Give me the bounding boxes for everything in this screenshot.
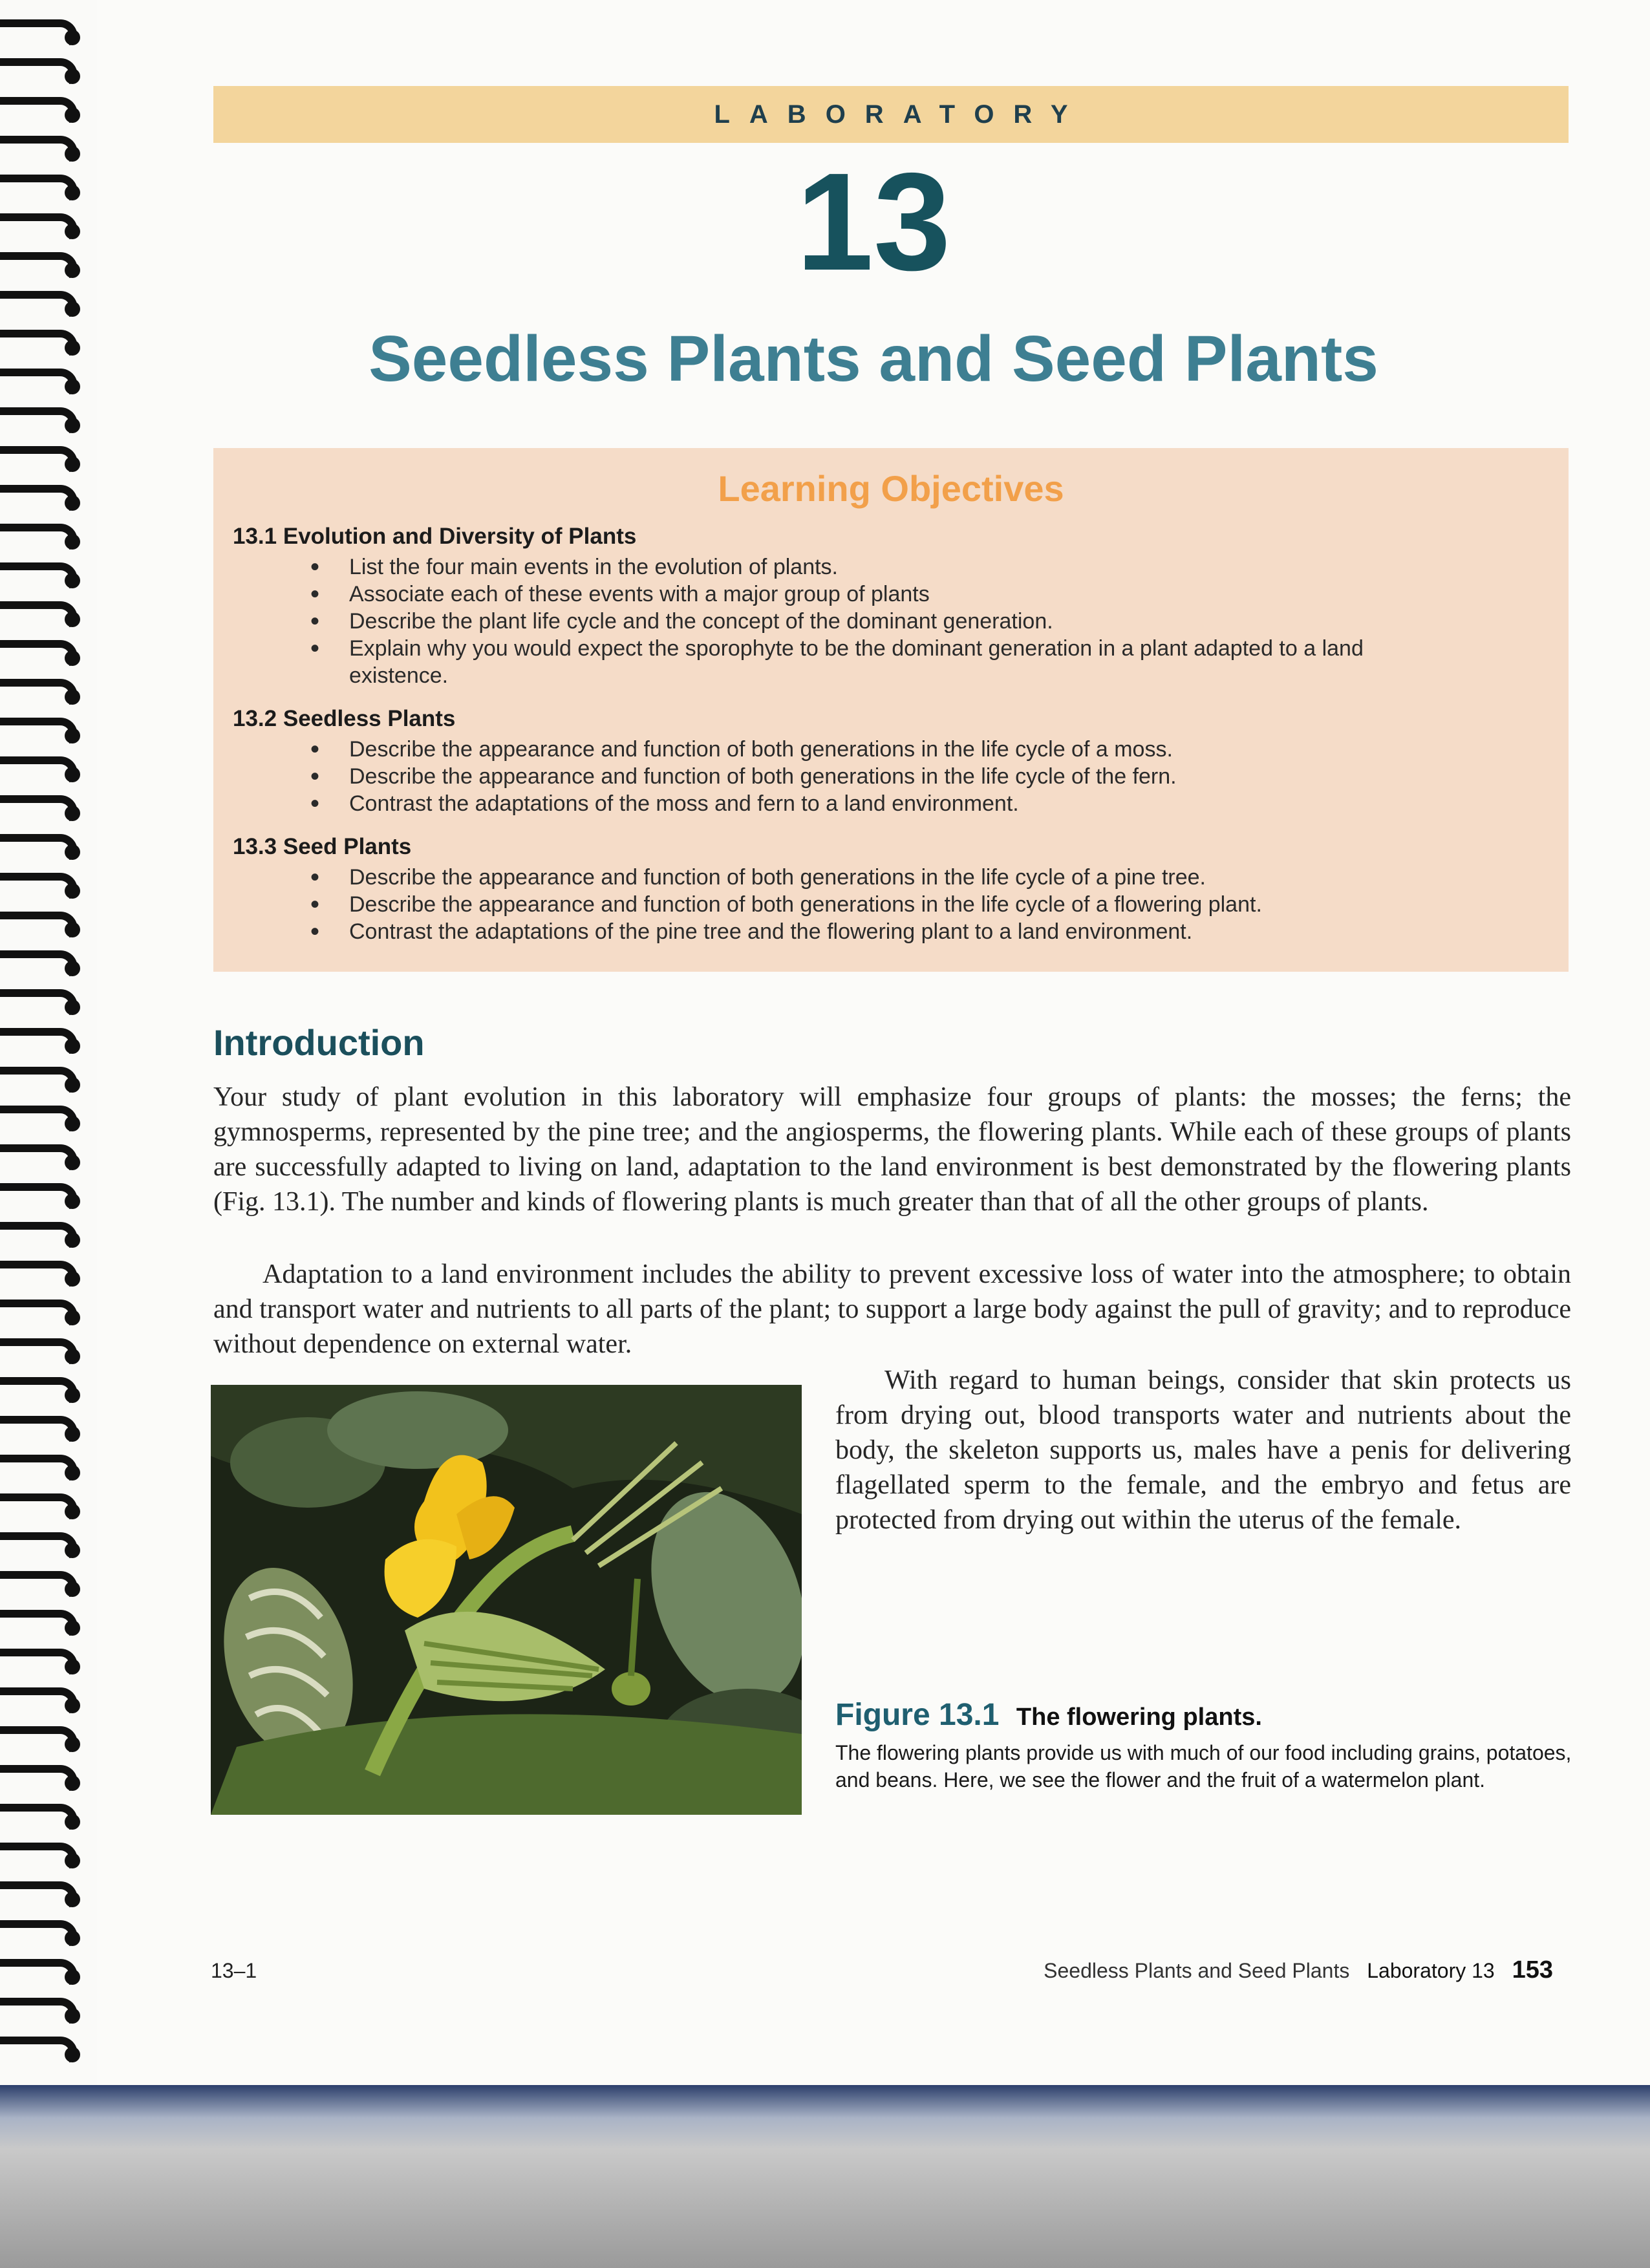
chapter-number: 13 [796, 144, 951, 299]
binding-coil [0, 873, 78, 899]
page-number: 153 [1512, 1956, 1553, 1984]
binding-coil [0, 679, 78, 705]
binding-coil [0, 524, 78, 550]
binding-coil [0, 1300, 78, 1325]
binding-coil [0, 1920, 78, 1946]
binding-coil [0, 97, 78, 123]
binding-coil [0, 1144, 78, 1170]
binding-coil [0, 330, 78, 356]
binding-coil [0, 1261, 78, 1287]
objective-list [233, 553, 1549, 689]
binding-coil [0, 989, 78, 1015]
learning-objectives-heading: Learning Objectives [718, 468, 1064, 509]
objective-section-title: 13.3 Seed Plants [233, 834, 412, 859]
binding-coil [0, 175, 78, 200]
figure-label: Figure 13.1 [835, 1698, 1000, 1732]
binding-coil [0, 291, 78, 317]
objective-item: • Describe the appearance and function of both generations in the life cycle of the fern. [310, 763, 1422, 790]
objective-section [233, 524, 1549, 689]
intro-paragraph: Adaptation to a land environment includes the ability to prevent excessive loss of water into the atmosphere; to obtain and transport water and nutrients to all parts of the plant; to support a large body against the pull of gravity; and to reproduce without dependence on external water. [213, 1259, 1571, 1359]
binding-coil [0, 1183, 78, 1209]
watermelon-plant-illustration [211, 1385, 802, 1815]
binding-coil [0, 1532, 78, 1558]
binding-coil [0, 446, 78, 472]
objective-item: • List the four main events in the evolution of plants. [310, 553, 1422, 581]
scan-background-strip [0, 2085, 1650, 2268]
introduction-heading: Introduction [213, 1022, 425, 1063]
objective-item: • Describe the appearance and function of both generations in the life cycle of a flowering plant. [310, 891, 1422, 918]
objective-item: • Explain why you would expect the sporophyte to be the dominant generation in a plant adapted to a land existence. [310, 635, 1422, 689]
binding-coil [0, 1959, 78, 1985]
binding-coil [0, 369, 78, 394]
binding-coil [0, 1338, 78, 1364]
binding-coil [0, 912, 78, 937]
objective-item: • Describe the plant life cycle and the concept of the dominant generation. [310, 608, 1422, 635]
binding-coil [0, 1843, 78, 1868]
binding-coil [0, 1493, 78, 1519]
objective-section [233, 834, 1549, 945]
binding-coil [0, 1028, 78, 1054]
binding-coil [0, 1726, 78, 1752]
intro-paragraph: With regard to human beings, consider that skin protects us from drying out, blood transports water and nutrients about the body, the skeleton supports us, males have a penis for delivering flagellated sperm to the female, and the embryo and fetus are protected from drying out within the uterus of the female. [835, 1365, 1571, 1535]
binding-coil [0, 1455, 78, 1481]
objective-section-title: 13.2 Seedless Plants [233, 706, 456, 731]
binding-coil [0, 640, 78, 666]
objective-item: • Describe the appearance and function of both generations in the life cycle of a pine tree. [310, 864, 1422, 891]
learning-objectives-box [213, 448, 1569, 972]
binding-coil [0, 1998, 78, 2024]
watermelon-plant-photo [211, 1385, 802, 1815]
binding-coil [0, 213, 78, 239]
figure-caption-text: The flowering plants provide us with much of our food including grains, potatoes, and beans. Here, we see the flower and the fruit of a watermelon plant. [835, 1741, 1572, 1792]
objective-list [233, 736, 1549, 817]
footer-book-title: Seedless Plants and Seed Plants [1044, 1959, 1350, 1982]
binding-coil [0, 252, 78, 278]
binding-coil [0, 407, 78, 433]
running-footer [1044, 1956, 1553, 1984]
binding-coil [0, 58, 78, 84]
binding-coil [0, 2037, 78, 2062]
binding-coil [0, 1067, 78, 1093]
binding-coil [0, 795, 78, 821]
page-code: 13–1 [211, 1959, 257, 1982]
objective-item: • Contrast the adaptations of the moss and fern to a land environment. [310, 790, 1422, 817]
binding-coil [0, 1377, 78, 1403]
objective-item: • Contrast the adaptations of the pine tree and the flowering plant to a land environment. [310, 918, 1422, 945]
page-title: Seedless Plants and Seed Plants [369, 323, 1378, 395]
objective-section [233, 706, 1549, 817]
binding-coil [0, 19, 78, 45]
binding-coil [0, 601, 78, 627]
binding-coil [0, 1222, 78, 1248]
binding-coil [0, 950, 78, 976]
laboratory-banner [213, 86, 1569, 143]
binding-coil [0, 485, 78, 511]
figure-caption [835, 1697, 1572, 1793]
binding-coil [0, 136, 78, 162]
binding-coil [0, 562, 78, 588]
binding-coil [0, 1881, 78, 1907]
binding-coil [0, 718, 78, 744]
textbook-page [97, 0, 1650, 2085]
objective-section-title: 13.1 Evolution and Diversity of Plants [233, 524, 637, 549]
binding-coil [0, 1649, 78, 1674]
laboratory-label: LABORATORY [714, 100, 1088, 129]
spiral-binding [0, 0, 97, 2095]
binding-coil [0, 1416, 78, 1442]
footer-lab-label: Laboratory 13 [1367, 1959, 1495, 1982]
objective-item: • Describe the appearance and function of both generations in the life cycle of a moss. [310, 736, 1422, 763]
objective-list [233, 864, 1549, 945]
objective-item: • Associate each of these events with a major group of plants [310, 581, 1422, 608]
binding-coil [0, 1687, 78, 1713]
binding-coil [0, 1610, 78, 1636]
binding-coil [0, 1571, 78, 1597]
intro-paragraph: Your study of plant evolution in this laboratory will emphasize four groups of plants: the mosses; the ferns; the gymnosperms, represented by the pine tree; and the angiosperms, the flowering plants. While each of these groups of plants are successfully adapted to living on land, adaptation to the land environment is best demonstrated by the flowering plants (Fig. 13.1). The number and kinds of flowering plants is much greater than that of all the other groups of plants. [213, 1082, 1571, 1217]
binding-coil [0, 756, 78, 782]
binding-coil [0, 834, 78, 860]
binding-coil [0, 1765, 78, 1791]
figure-title: The flowering plants. [1016, 1704, 1262, 1731]
binding-coil [0, 1106, 78, 1131]
binding-coil [0, 1804, 78, 1830]
